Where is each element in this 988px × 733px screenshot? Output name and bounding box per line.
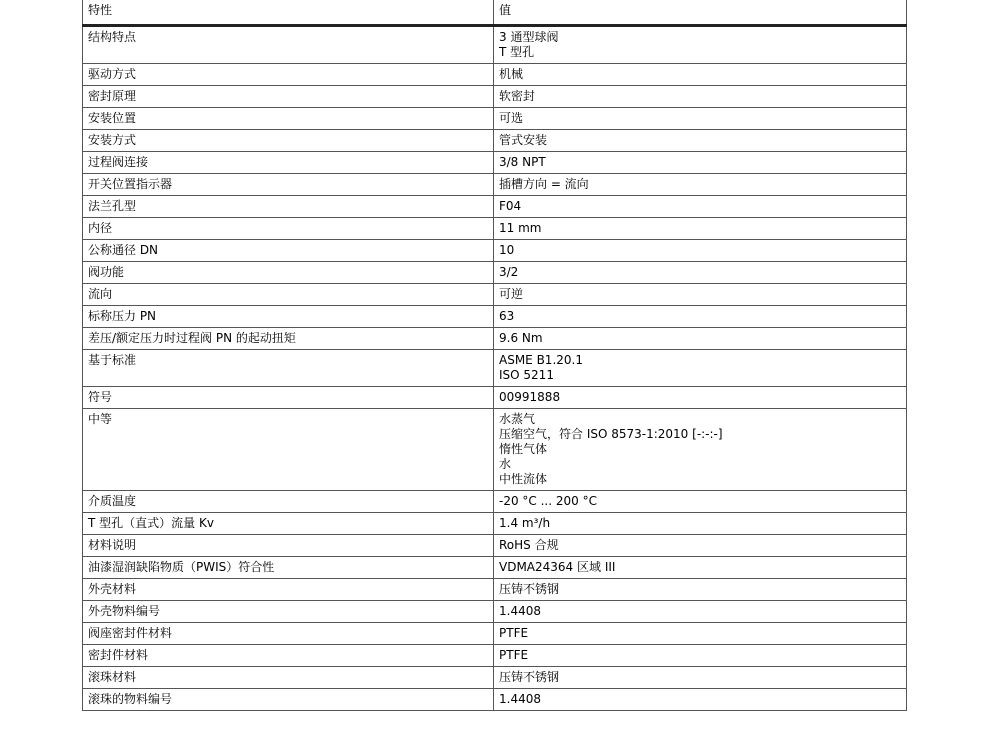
property-cell: 符号: [83, 387, 494, 409]
property-cell: 介质温度: [83, 491, 494, 513]
property-cell: 密封原理: [83, 86, 494, 108]
value-line: 水: [499, 457, 512, 471]
value-cell: [494, 64, 907, 86]
property-cell: 阀功能: [83, 262, 494, 284]
table-row: [83, 240, 907, 262]
value-line: 00991888: [499, 390, 561, 404]
value-cell: [494, 240, 907, 262]
value-line: PTFE: [499, 626, 529, 640]
table-row: [83, 387, 907, 409]
property-cell: 结构特点: [83, 26, 494, 64]
value-line: ISO 5211: [499, 368, 554, 382]
value-cell: [494, 689, 907, 711]
value-line: 机械: [499, 67, 524, 81]
table-row: [83, 26, 907, 64]
value-line: 11 mm: [499, 221, 542, 235]
value-line: 3/8 NPT: [499, 155, 546, 169]
value-cell: [494, 108, 907, 130]
property-cell: 滚珠的物料编号: [83, 689, 494, 711]
table-row: [83, 557, 907, 579]
property-cell: 安装位置: [83, 108, 494, 130]
value-cell: [494, 262, 907, 284]
table-row: [83, 152, 907, 174]
value-line: 惰性气体: [499, 442, 548, 456]
property-cell: 内径: [83, 218, 494, 240]
table-row: [83, 667, 907, 689]
property-cell: 流向: [83, 284, 494, 306]
value-cell: [494, 513, 907, 535]
value-cell: [494, 535, 907, 557]
value-line: PTFE: [499, 648, 529, 662]
property-cell: 外壳材料: [83, 579, 494, 601]
table-row: [83, 579, 907, 601]
table-row: [83, 350, 907, 387]
value-line: 压铸不锈钢: [499, 582, 560, 596]
table-row: [83, 601, 907, 623]
value-cell: [494, 667, 907, 689]
value-line: 3/2: [499, 265, 519, 279]
property-cell: 法兰孔型: [83, 196, 494, 218]
value-cell: [494, 557, 907, 579]
table-row: [83, 689, 907, 711]
property-cell: 公称通径 DN: [83, 240, 494, 262]
value-cell: [494, 491, 907, 513]
value-cell: [494, 601, 907, 623]
table-row: [83, 306, 907, 328]
value-line: 管式安装: [499, 133, 548, 147]
table-row: [83, 645, 907, 667]
table-row: [83, 284, 907, 306]
value-line: F04: [499, 199, 522, 213]
property-cell: 驱动方式: [83, 64, 494, 86]
value-cell: [494, 306, 907, 328]
table-row: [83, 623, 907, 645]
property-cell: 过程阀连接: [83, 152, 494, 174]
table-row: [83, 491, 907, 513]
value-cell: [494, 284, 907, 306]
value-cell: [494, 218, 907, 240]
value-cell: [494, 387, 907, 409]
table-row: [83, 174, 907, 196]
value-line: 1.4408: [499, 604, 541, 618]
value-cell: [494, 174, 907, 196]
property-cell: 阀座密封件材料: [83, 623, 494, 645]
table-row: [83, 64, 907, 86]
value-cell: [494, 130, 907, 152]
table-row: [83, 130, 907, 152]
value-cell: [494, 623, 907, 645]
table-row: [83, 409, 907, 491]
header-value: 值: [494, 0, 907, 26]
value-line: -20 °C ... 200 °C: [499, 494, 597, 508]
property-cell: 外壳物料编号: [83, 601, 494, 623]
value-line: 水蒸气: [499, 412, 536, 426]
property-cell: 基于标准: [83, 350, 494, 387]
table-row: [83, 328, 907, 350]
property-cell: 材料说明: [83, 535, 494, 557]
table-body: [83, 26, 907, 711]
value-cell: [494, 26, 907, 64]
value-line: 软密封: [499, 89, 536, 103]
value-cell: [494, 350, 907, 387]
value-line: 3 通型球阀: [499, 30, 559, 44]
value-cell: [494, 86, 907, 108]
table-row: [83, 108, 907, 130]
property-cell: 标称压力 PN: [83, 306, 494, 328]
value-line: VDMA24364 区域 III: [499, 560, 616, 574]
property-cell: 安装方式: [83, 130, 494, 152]
table-row: [83, 196, 907, 218]
header-property: 特性: [83, 0, 494, 26]
table-row: [83, 535, 907, 557]
value-line: 插槽方向 = 流向: [499, 177, 589, 191]
value-line: 9.6 Nm: [499, 331, 543, 345]
value-line: 1.4 m³/h: [499, 516, 551, 530]
value-cell: [494, 328, 907, 350]
table-row: [83, 513, 907, 535]
value-line: 可选: [499, 111, 524, 125]
value-cell: [494, 579, 907, 601]
value-line: 压缩空气，符合 ISO 8573-1:2010 [-:-:-]: [499, 427, 723, 441]
value-line: 63: [499, 309, 515, 323]
value-line: 1.4408: [499, 692, 541, 706]
value-line: 10: [499, 243, 515, 257]
property-cell: 密封件材料: [83, 645, 494, 667]
table-row: [83, 86, 907, 108]
value-line: RoHS 合规: [499, 538, 559, 552]
value-cell: [494, 152, 907, 174]
property-cell: T 型孔（直式）流量 Kv: [83, 513, 494, 535]
value-cell: [494, 196, 907, 218]
spec-table: [82, 0, 907, 711]
value-cell: [494, 409, 907, 491]
value-line: T 型孔: [499, 45, 535, 59]
header-row: [83, 0, 907, 26]
value-cell: [494, 645, 907, 667]
property-cell: 滚珠材料: [83, 667, 494, 689]
value-line: 中性流体: [499, 472, 548, 486]
property-cell: 差压/额定压力时过程阀 PN 的起动扭矩: [83, 328, 494, 350]
property-cell: 开关位置指示器: [83, 174, 494, 196]
value-line: 压铸不锈钢: [499, 670, 560, 684]
value-line: 可逆: [499, 287, 524, 301]
table-row: [83, 218, 907, 240]
property-cell: 中等: [83, 409, 494, 491]
value-line: ASME B1.20.1: [499, 353, 583, 367]
table-row: [83, 262, 907, 284]
property-cell: 油漆湿润缺陷物质（PWIS）符合性: [83, 557, 494, 579]
